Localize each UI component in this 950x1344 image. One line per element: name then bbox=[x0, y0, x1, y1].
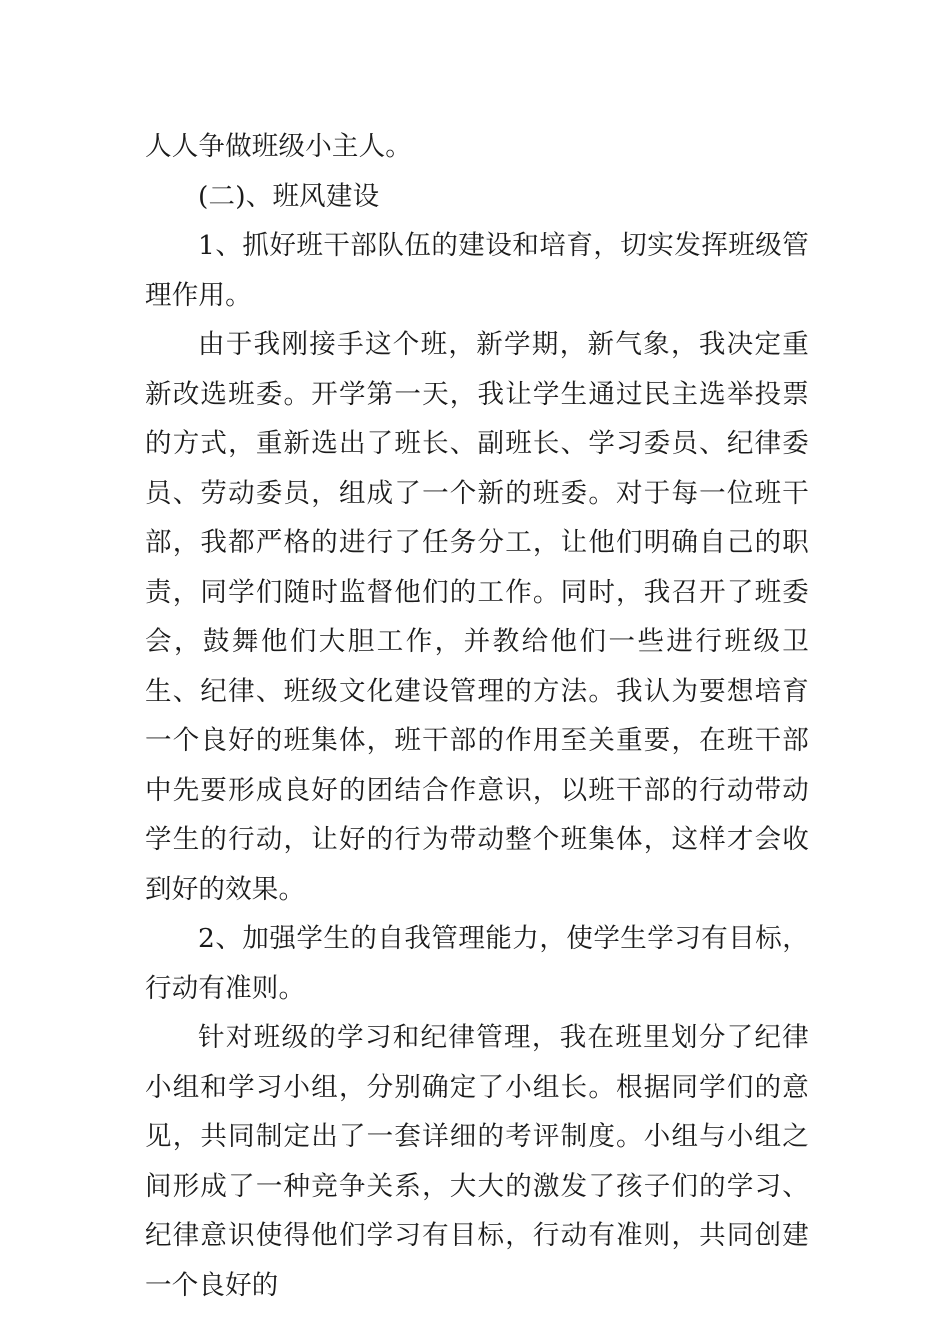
section-heading-class-style: (二)、班风建设 bbox=[198, 180, 380, 212]
subheading-self-management: 2、加强学生的自我管理能力，使学生学习有目标，行动有准则。 bbox=[145, 923, 809, 1004]
paragraph-study-groups: 针对班级的学习和纪律管理，我在班里划分了纪律小组和学习小组，分别确定了小组长。根据同学们的意见，共同制定出了一套详细的考评制度。小组与小组之间形成了一种竞争关系，大大的激发了孩子们的学习、纪律意识使得他们学习有目标，行动有准则，共同创建一个良好的 bbox=[145, 1022, 809, 1301]
document-page bbox=[145, 122, 809, 1310]
subheading-class-cadres: 1、抓好班干部队伍的建设和培育，切实发挥班级管理作用。 bbox=[145, 230, 809, 311]
paragraph-continuation: 人人争做班级小主人。 bbox=[145, 131, 412, 162]
paragraph-class-committee: 由于我刚接手这个班，新学期，新气象，我决定重新改选班委。开学第一天，我让学生通过民主选举投票的方式，重新选出了班长、副班长、学习委员、纪律委员、劳动委员，组成了一个新的班委。对于每一位班干部，我都严格的进行了任务分工，让他们明确自己的职责，同学们随时监督他们的工作。同时，我召开了班委会，鼓舞他们大胆工作，并教给他们一些进行班级卫生、纪律、班级文化建设管理的方法。我认为要想培育一个良好的班集体，班干部的作用至关重要，在班干部中先要形成良好的团结合作意识，以班干部的行动带动学生的行动，让好的行为带动整个班集体，这样才会收到好的效果。 bbox=[145, 329, 809, 905]
